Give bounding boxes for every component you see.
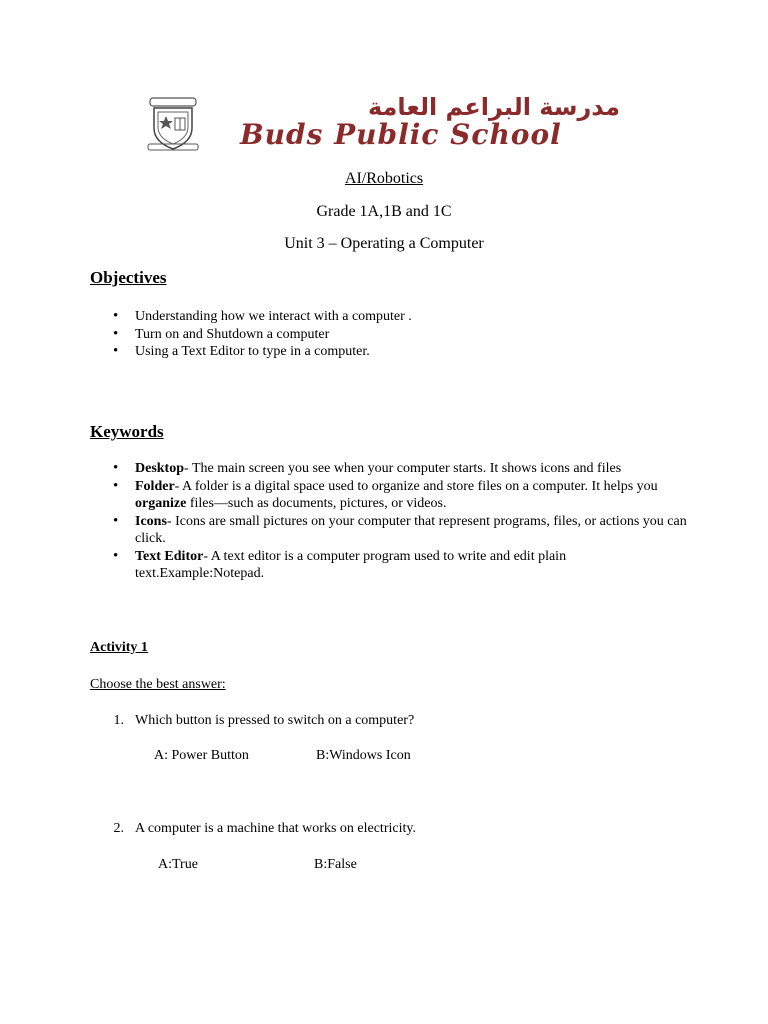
keyword-separator: - [166,513,176,529]
list-item [90,460,695,478]
keyword-term: Desktop [135,461,185,476]
answer-option-a: A:True [158,857,198,872]
keyword-emphasis: organize [135,496,187,511]
keyword-term: Text Editor [135,548,204,564]
keyword-term: Folder [135,478,175,494]
keyword-definition: The main screen you see when your computer starts. It shows icons and files [191,461,622,476]
keyword-term: Icons [135,513,167,529]
activity-heading: Activity 1 [90,640,148,655]
school-crest-icon [144,94,202,152]
list-item [90,548,695,583]
question-text: A computer is a machine that works on electricity. [135,821,416,836]
question-1 [90,713,414,729]
list-item: • Understanding how we interact with a computer . [90,308,412,326]
question-number: 2. [113,821,124,836]
answer-option-b: B:False [314,857,357,872]
question-2 [90,821,416,837]
list-item: • Turn on and Shutdown a computer [90,326,412,344]
school-name-english: Buds Public School [240,118,562,151]
objectives-list [90,308,412,361]
school-logo [144,92,624,154]
answer-option-b: B:Windows Icon [316,748,411,763]
keyword-definition: A folder is a digital space used to organize and store files on a computer. It helps you [182,478,658,494]
question-number: 1. [113,713,124,728]
activity-instruction: Choose the best answer: [90,677,226,692]
keyword-definition: Icons are small pictures on your computer that represent programs, files, or actions you can click. [135,513,687,546]
school-name-arabic: مدرسة البراعم العامة [367,93,620,121]
grade-title: Grade 1A,1B and 1C [316,203,452,220]
keywords-list [90,460,695,583]
keyword-definition-end: files—such as documents, pictures, or videos. [186,496,447,511]
list-item [90,513,695,548]
keywords-heading: Keywords [90,422,164,441]
subject-title: AI/Robotics [344,170,424,187]
keyword-separator: - [184,461,192,476]
list-item: • Using a Text Editor to type in a computer. [90,343,412,361]
keyword-separator: - [203,548,211,564]
list-item [90,478,695,513]
question-text: Which button is pressed to switch on a computer? [135,713,415,728]
answer-option-a: A: Power Button [154,748,249,763]
keyword-definition: A text editor is a computer program used to write and edit plain text.Example:Notepad. [135,548,567,581]
keyword-separator: - [174,478,183,494]
unit-title: Unit 3 – Operating a Computer [284,235,484,252]
objectives-heading: Objectives [90,268,167,287]
